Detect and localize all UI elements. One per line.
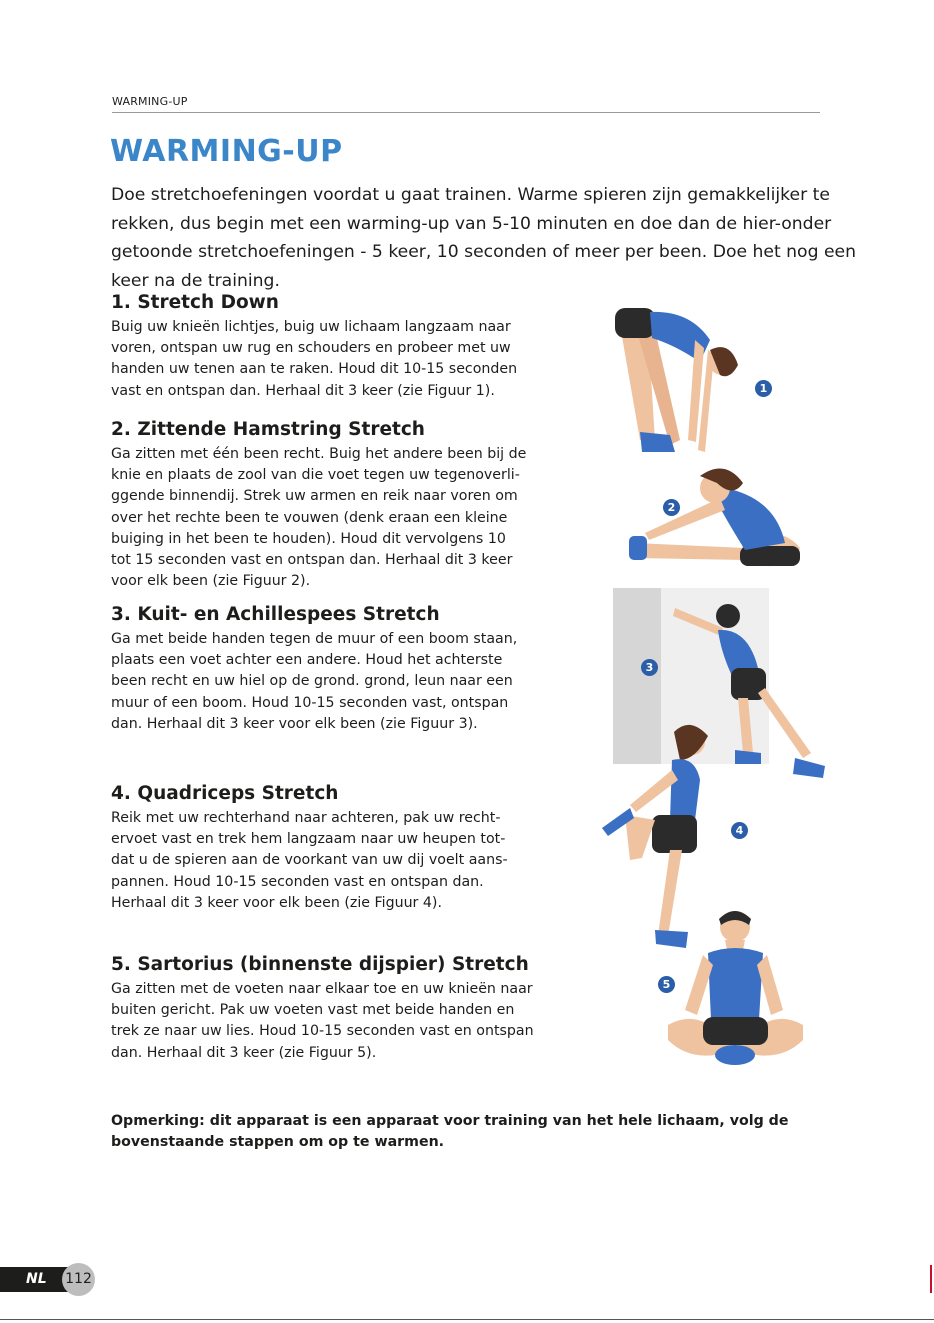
section-calf-achilles [111, 603, 591, 735]
figure-3-badge: 3 [641, 659, 658, 676]
header-divider [112, 112, 820, 113]
section-hamstring [111, 418, 591, 592]
figure-stretch-down-illustration [600, 300, 760, 465]
section-heading: 1. Stretch Down [111, 292, 279, 313]
section-heading: 2. Zittende Hamstring Stretch [111, 419, 425, 440]
figure-1-badge: 1 [755, 380, 772, 397]
section-body: Buig uw knieën lichtjes, buig uw lichaam langzaam naar voren, ontspan uw rug en schouders en probeer met uw handen uw tenen aan te raken. Houd dit 10-15 seconden vast en ontspan dan. Herhaal dit 3 keer (zie Figuur 1). [111, 319, 518, 399]
language-label: NL [26, 1271, 47, 1287]
figure-5-badge: 5 [658, 976, 675, 993]
language-tab [0, 1267, 68, 1292]
bottom-divider [0, 1319, 934, 1320]
figure-hamstring-illustration [625, 458, 810, 583]
section-heading: 5. Sartorius (binnenste dijspier) Stretch [111, 954, 529, 975]
figure-2-badge: 2 [663, 499, 680, 516]
section-body: Reik met uw rechterhand naar achteren, pak uw recht- ervoet vast en trek hem langzaam naar uw heupen tot- dat u de spieren aan de voorkant van uw dij voelt aans- pannen. Houd 10-15 seconden vast en ontspan dan. Herhaal dit 3 keer voor elk been (zie Figuur 4). [111, 810, 508, 911]
running-header: WARMING-UP [112, 95, 188, 108]
section-body: Ga zitten met één been recht. Buig het andere been bij de knie en plaats de zool van die voet tegen uw tegenoverli- ggende binnendij. Strek uw armen en reik naar voren om over het rechte been te vouwen (denk eraan een kleine buiging in het been te houden). Houd dit vervolgens 10 tot 15 seconden vast en ontspan dan. Herhaal dit 3 keer voor elk been (zie Figuur 2). [111, 446, 527, 590]
section-quadriceps [111, 782, 591, 914]
page-title: WARMING-UP [110, 134, 343, 169]
figure-sartorius-illustration [663, 905, 808, 1070]
page-number: 112 [62, 1263, 95, 1296]
section-heading: 4. Quadriceps Stretch [111, 783, 339, 804]
section-body: Ga zitten met de voeten naar elkaar toe en uw knieën naar buiten gericht. Pak uw voeten vast met beide handen en trek ze naar uw lies. Houd 10-15 seconden vast en ontspan dan. Herhaal dit 3 keer (zie Figuur 5). [111, 981, 534, 1061]
figure-4-badge: 4 [731, 822, 748, 839]
intro-paragraph: Doe stretchoefeningen voordat u gaat trainen. Warme spieren zijn gemakkelijker te rekken, dus begin met een warming-up van 5-10 minuten en doe dan de hier-onder getoonde stretchoefeningen - 5 keer, 10 seconden of meer per been. Doe het nog een keer na de training. [111, 185, 856, 291]
section-body: Ga met beide handen tegen de muur of een boom staan, plaats een voet achter een andere. Houd het achterste been recht en uw hiel op de grond. grond, leun naar een muur of een boom. Houd 10-15 seconden vast, ontspan dan. Herhaal dit 3 keer voor elk been (zie Figuur 3). [111, 631, 518, 732]
section-sartorius [111, 953, 611, 1064]
section-heading: 3. Kuit- en Achillespees Stretch [111, 604, 440, 625]
note-paragraph: Opmerking: dit apparaat is een apparaat voor training van het hele lichaam, volg de bovenstaande stappen om op te warmen. [111, 1113, 789, 1150]
edge-marker [930, 1265, 932, 1293]
section-stretch-down [111, 291, 591, 402]
